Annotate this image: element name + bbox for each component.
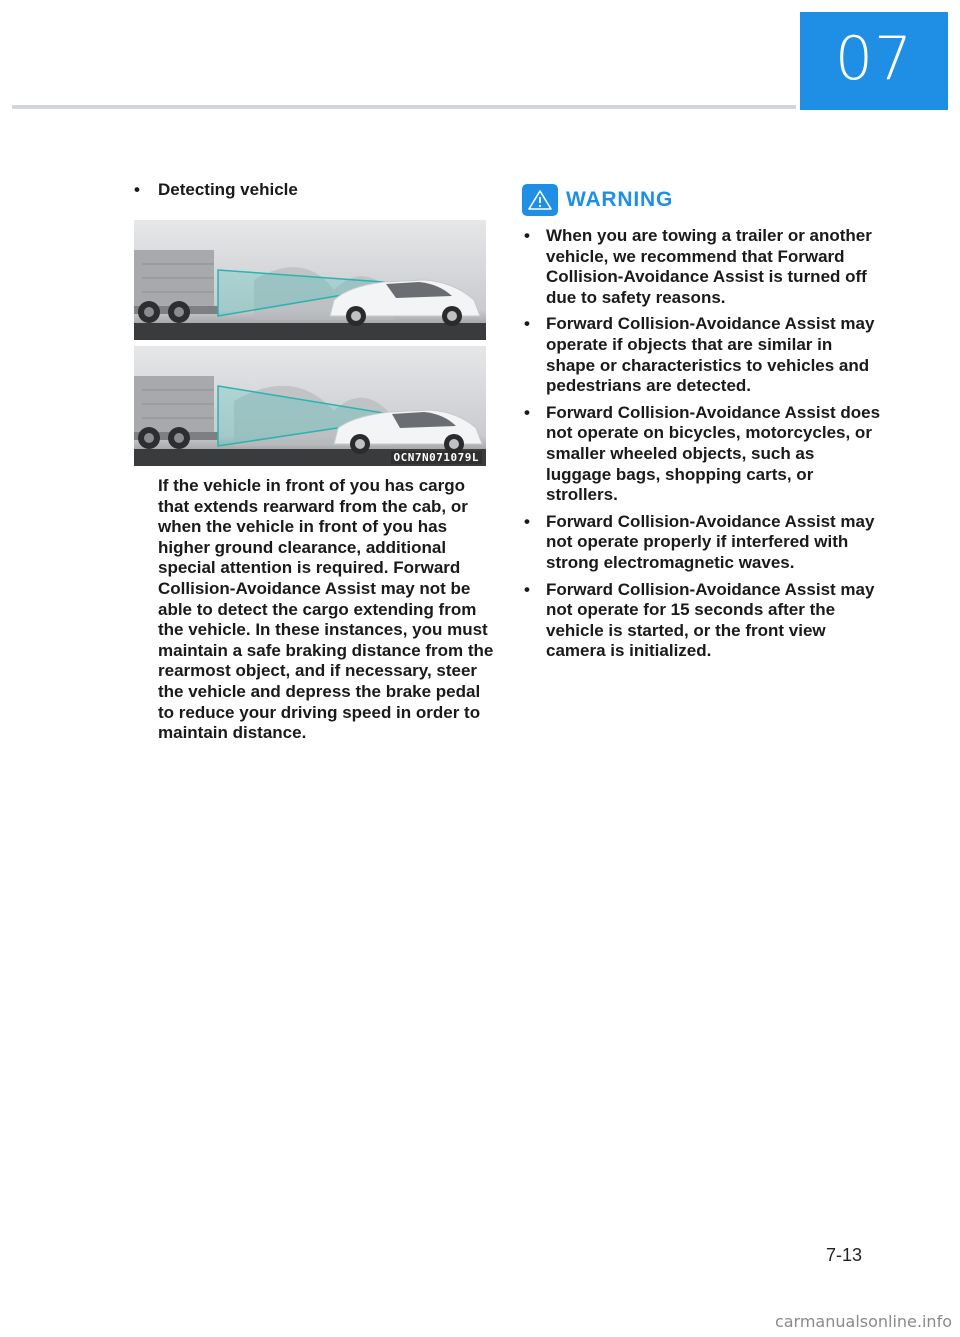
detection-paragraph: If the vehicle in front of you has cargo that extends rearward from the cab, or when the vehicle in front of you has higher ground clearance, additional special attention is required. Forward Collision-Avoidance Assist may not be able to detect the cargo extending from the vehicle. In these instances, you must maintain a safe braking distance from the rearmost object, and if necessary, steer the vehicle and depress the brake pedal to reduce your driving speed in order to maintain distance.: [158, 476, 494, 743]
bullet-marker: •: [524, 314, 530, 334]
header-rule: [12, 105, 796, 109]
warning-list: [522, 226, 882, 662]
warning-item: • Forward Collision-Avoidance Assist may not operate for 15 seconds after the vehicle is started, or the front view camera is initialized.: [524, 579, 875, 661]
bullet-marker: •: [524, 402, 530, 422]
illustration-panel-top: [134, 220, 486, 340]
bullet-marker: •: [524, 226, 530, 245]
bullet-marker: •: [524, 579, 530, 599]
section-bullet: [134, 180, 494, 200]
warning-box: [522, 184, 882, 668]
illustration-panel-bottom: [134, 346, 486, 466]
figure-code: OCN7N071079L: [391, 451, 482, 464]
warning-item: • Forward Collision-Avoidance Assist may operate if objects that are similar in shape or characteristics to vehicles and pedestrians are detected.: [524, 314, 875, 396]
warning-title: WARNING: [566, 188, 674, 211]
detection-illustration: [134, 220, 486, 466]
bullet-marker: •: [134, 180, 140, 199]
left-column: [134, 180, 494, 744]
warning-item: • Forward Collision-Avoidance Assist does not operate on bicycles, motorcycles, or smaller wheeled objects, such as luggage bags, shopping carts, or strollers.: [524, 402, 881, 505]
bullet-marker: •: [524, 511, 530, 531]
section-heading: Detecting vehicle: [158, 180, 298, 199]
chapter-number: 07: [834, 24, 914, 94]
watermark: carmanualsonline.info: [774, 1312, 952, 1331]
warning-header: [522, 184, 882, 216]
page-number: 7-13: [826, 1245, 863, 1265]
chapter-tab: [800, 12, 948, 110]
warning-item: • Forward Collision-Avoidance Assist may not operate properly if interfered with strong electromagnetic waves.: [524, 511, 875, 572]
warning-triangle-icon: [522, 184, 558, 216]
warning-item: • When you are towing a trailer or another vehicle, we recommend that Forward Collision-Avoidance Assist is turned off due to safety reasons.: [524, 226, 872, 307]
